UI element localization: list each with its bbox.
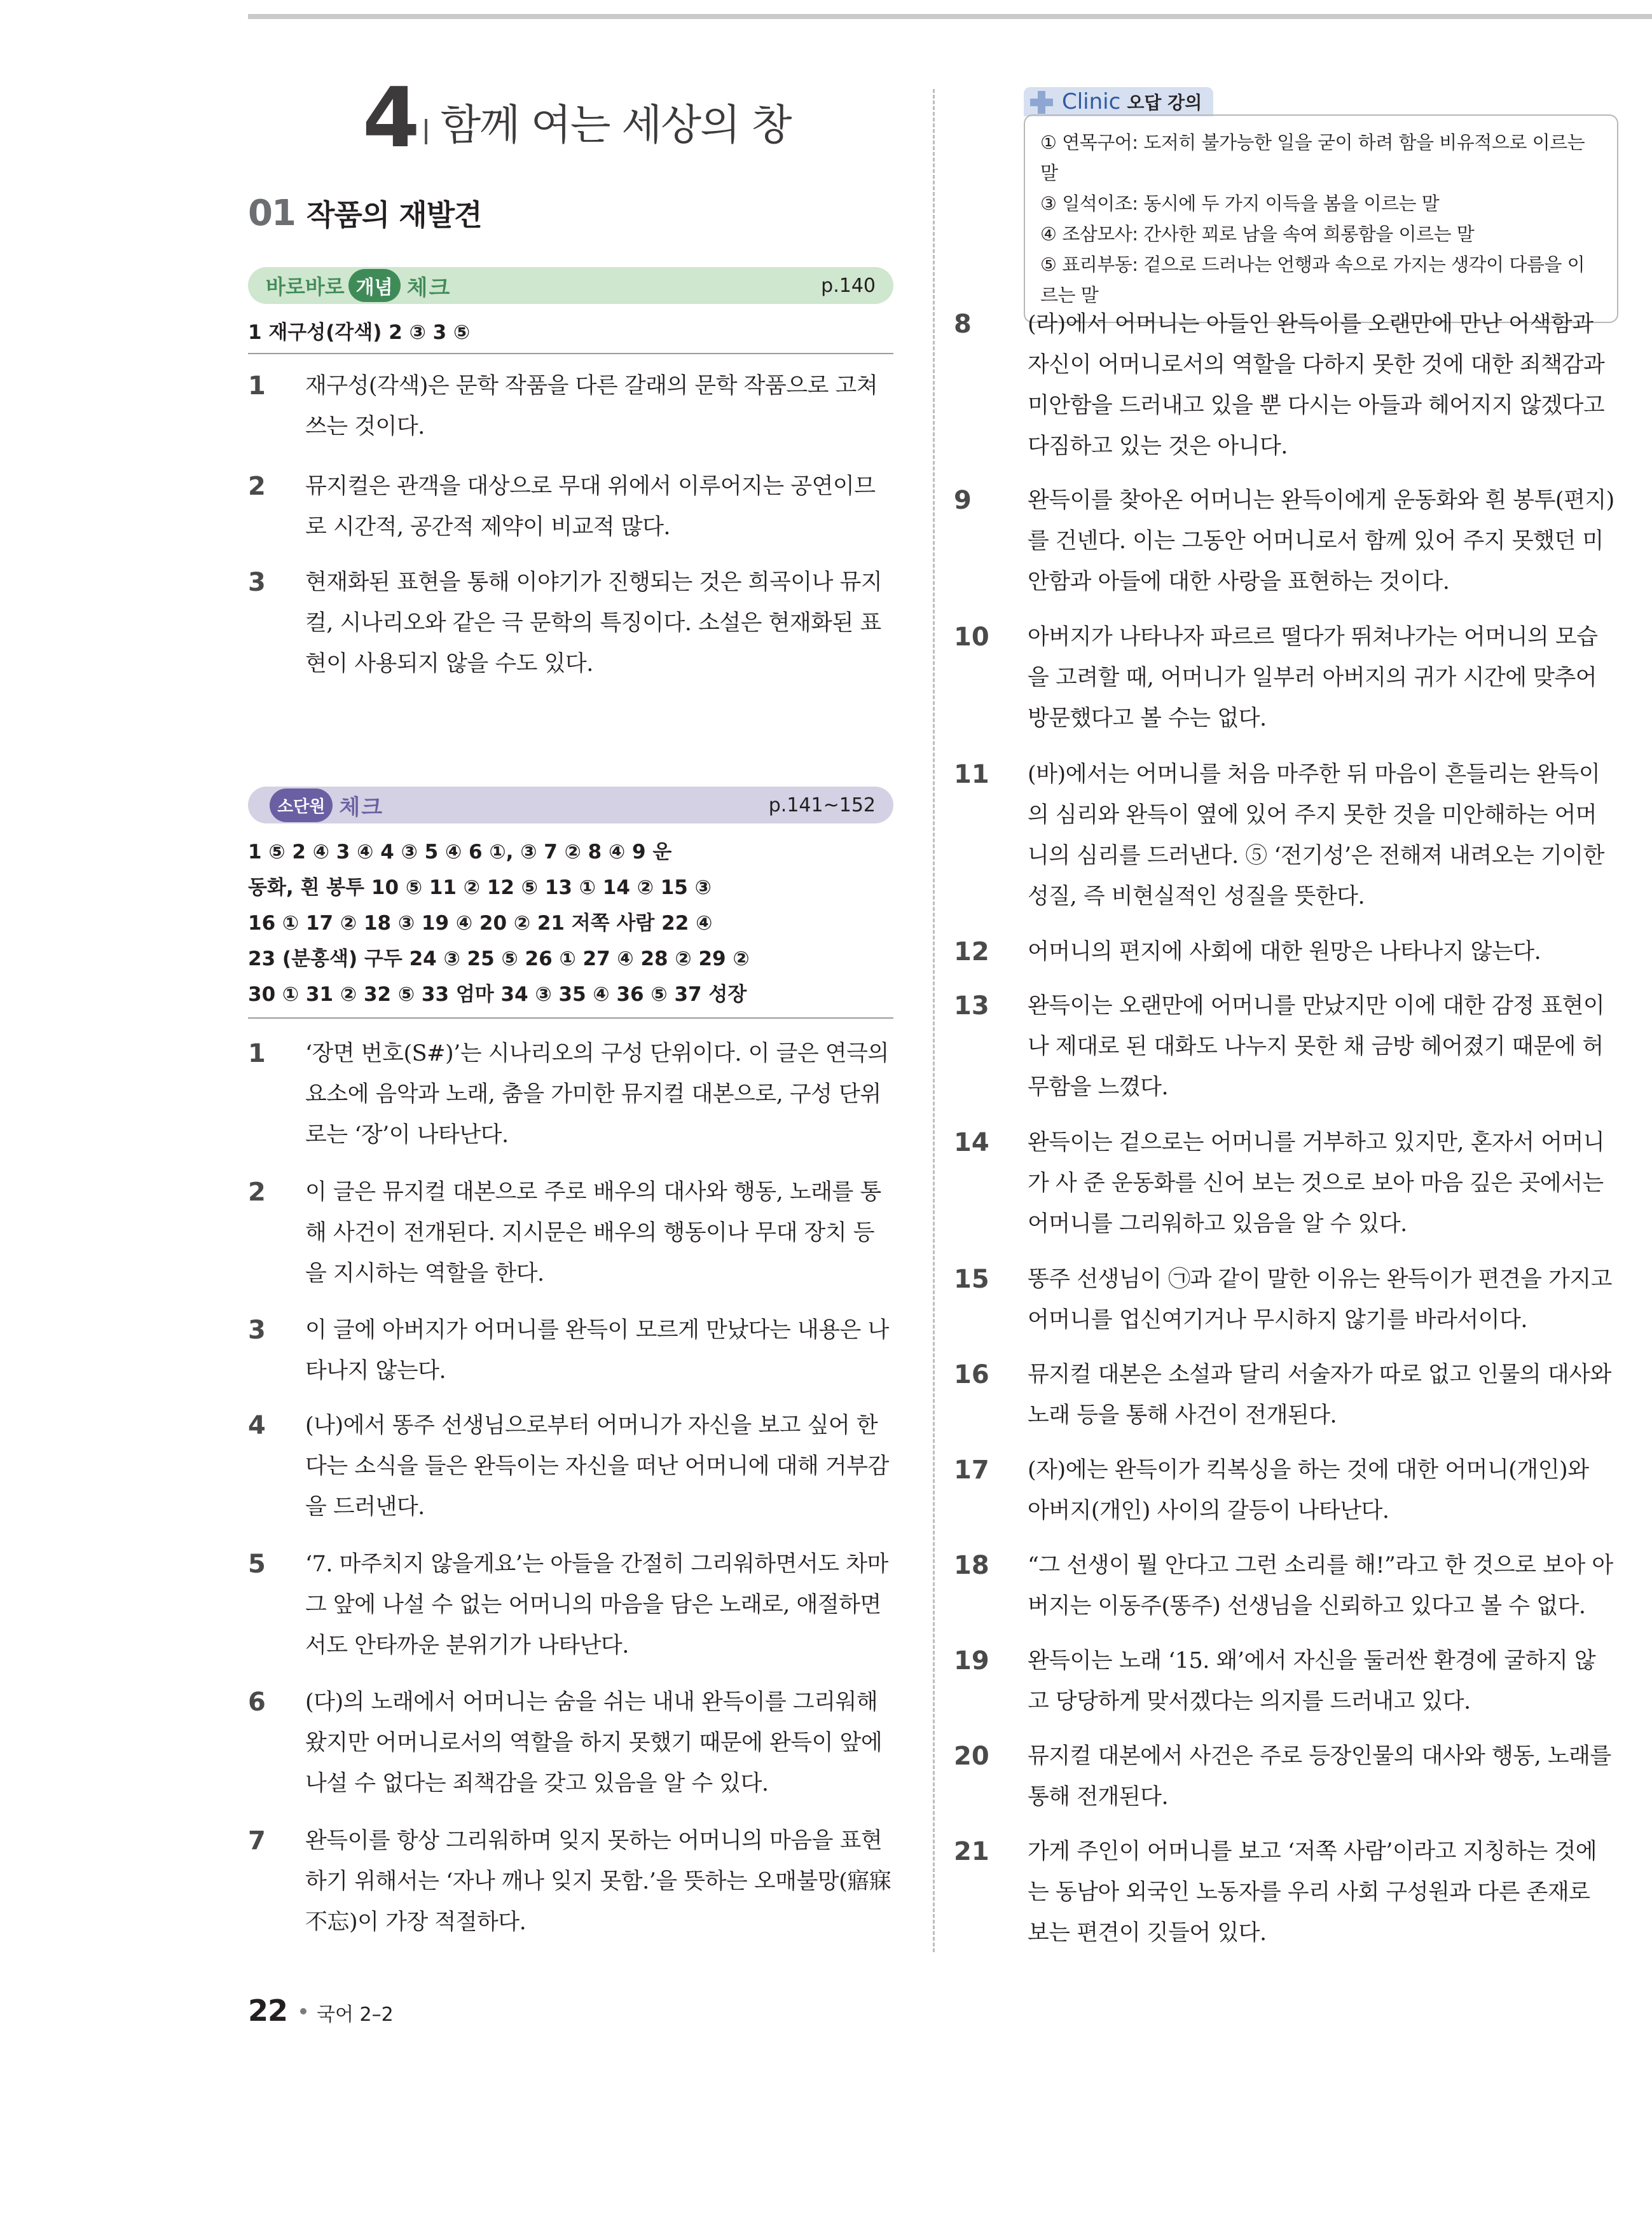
item-text: 아버지가 나타나자 파르르 떨다가 뛰쳐나가는 어머니의 모습을 고려할 때, 어머니가 일부러 아버지의 귀가 시간에 맞추어 방문했다고 볼 수는 없다. (1028, 624, 1598, 731)
item-text: 완득이는 오랜만에 어머니를 만났지만 이에 대한 감정 표현이나 제대로 된 대화도 나누지 못한 채 금방 헤어졌기 때문에 허무함을 느꼈다. (1028, 993, 1605, 1100)
concept-pill: 개념 (348, 269, 401, 302)
book-title: 국어 2–2 (317, 2004, 394, 2026)
answers-rule (248, 353, 893, 354)
item-number: 14 (954, 1128, 989, 1157)
unit-item (954, 304, 1615, 467)
item-text: (자)에는 완득이가 킥복싱을 하는 것에 대한 어머니(개인)와 아버지(개인) 사이의 갈등이 나타난다. (1028, 1457, 1589, 1524)
section-number: 01 (248, 193, 295, 234)
item-number: 3 (248, 568, 266, 597)
item-text: “그 선생이 뭘 안다고 그런 소리를 해!”라고 한 것으로 보아 아버지는 이동주(똥주) 선생님을 신뢰하고 있다고 볼 수 없다. (1028, 1553, 1613, 1619)
unit-item (954, 1354, 1615, 1436)
item-text: 이 글은 뮤지컬 대본으로 주로 배우의 대사와 행동, 노래를 통해 사건이 전개된다. 지시문은 배우의 행동이나 무대 장치 등을 지시하는 역할을 한다. (305, 1180, 881, 1286)
unit-item (248, 1544, 893, 1666)
clinic-box (1024, 114, 1618, 323)
unit-item (954, 1450, 1615, 1531)
concept-item (248, 466, 893, 547)
item-number: 10 (954, 623, 989, 652)
item-number: 20 (954, 1742, 989, 1771)
item-number: 9 (954, 486, 972, 515)
unit-item (954, 1259, 1615, 1340)
unit-item (248, 1820, 893, 1943)
item-text: 똥주 선생님이 ㉠과 같이 말한 이유는 완득이가 편견을 가지고 어머니를 업신여기거나 무시하지 않기를 바라서이다. (1028, 1267, 1612, 1333)
item-text: 이 글에 아버지가 어머니를 완득이 모르게 만났다는 내용은 나타나지 않는다. (305, 1318, 889, 1384)
item-number: 5 (248, 1550, 266, 1579)
clinic-label: Clinic (1062, 89, 1121, 114)
clinic-line: ③ 일석이조: 동시에 두 가지 이득을 봄을 이르는 말 (1040, 193, 1440, 214)
item-number: 3 (248, 1316, 266, 1345)
section-title: 작품의 재발견 (306, 198, 482, 232)
item-number: 1 (248, 1039, 266, 1068)
item-text: (나)에서 똥주 선생님으로부터 어머니가 자신을 보고 싶어 한다는 소식을 들은 완득이는 자신을 떠난 어머니에 대해 거부감을 드러낸다. (305, 1413, 889, 1520)
chapter-title: 함께 여는 세상의 창 (440, 100, 791, 149)
unit-item (954, 986, 1615, 1108)
clinic-line: ① 연목구어: 도저히 불가능한 일을 굳이 하려 함을 비유적으로 이르는 말 (1040, 132, 1585, 184)
item-number: 12 (954, 937, 989, 967)
concept-check-label: 바로바로 (266, 275, 345, 299)
item-text: (다)의 노래에서 어머니는 숨을 쉬는 내내 완득이를 그리워해 왔지만 어머니로서의 역할을 하지 못했기 때문에 완득이 앞에 나설 수 없다는 죄책감을 갖고 있음을 알 수 있다. (305, 1690, 883, 1796)
unit-item (954, 1831, 1615, 1953)
item-text: 현재화된 표현을 통해 이야기가 진행되는 것은 희곡이나 뮤지컬, 시나리오와 같은 극 문학의 특징이다. 소설은 현재화된 표현이 사용되지 않을 수도 있다. (305, 570, 883, 677)
item-number: 18 (954, 1551, 989, 1580)
unit-item (248, 1405, 893, 1527)
item-text: 뮤지컬 대본은 소설과 달리 서술자가 따로 없고 인물의 대사와 노래 등을 통해 사건이 전개된다. (1028, 1362, 1611, 1428)
item-text: (바)에서는 어머니를 처음 마주한 뒤 마음이 흔들리는 완득이의 심리와 완득이 옆에 있어 주지 못한 것을 미안해하는 어머니의 심리를 드러낸다. ⑤ ‘전기성’은 전해져 내려오는 기이한 성질, 즉 비현실적인 성질을 뜻한다. (1028, 762, 1604, 909)
column-divider (933, 89, 935, 1952)
answer-row: 16 ① 17 ② 18 ③ 19 ④ 20 ② 21 저쪽 사람 22 ④ (248, 912, 713, 935)
concept-item (248, 562, 893, 684)
item-number: 1 (248, 371, 266, 401)
item-text: ‘장면 번호(S#)’는 시나리오의 구성 단위이다. 이 글은 연극의 요소에 음악과 노래, 춤을 가미한 뮤지컬 대본으로, 구성 단위로는 ‘장’이 나타난다. (305, 1041, 889, 1148)
unit-item (248, 1033, 893, 1155)
unit-item (954, 480, 1615, 602)
concept-check-page: p.140 (821, 274, 876, 297)
section-heading (248, 192, 482, 234)
page-footer (248, 1993, 394, 2028)
item-text: 완득이를 찾아온 어머니는 완득이에게 운동화와 흰 봉투(편지)를 건넨다. 이는 그동안 어머니로서 함께 있어 주지 못했던 미안함과 아들에 대한 사랑을 표현하는 것이다. (1028, 488, 1614, 595)
clinic-tab (1024, 87, 1213, 116)
concept-item (248, 366, 893, 447)
chapter-divider (425, 119, 427, 144)
item-number: 8 (954, 310, 972, 339)
item-number: 11 (954, 760, 989, 789)
item-text: 재구성(각색)은 문학 작품을 다른 갈래의 문학 작품으로 고쳐 쓰는 것이다. (305, 373, 878, 439)
item-text: 완득이를 항상 그리워하며 잊지 못하는 어머니의 마음을 표현하기 위해서는 ‘자나 깨나 잊지 못함.’을 뜻하는 오매불망(寤寐不忘)이 가장 적절하다. (305, 1828, 891, 1935)
answer-row: 23 (분홍색) 구두 24 ③ 25 ⑤ 26 ① 27 ④ 28 ② 29 ② (248, 947, 750, 970)
unit-item (954, 754, 1615, 917)
clinic-line: ⑤ 표리부동: 겉으로 드러나는 언행과 속으로 가지는 생각이 다름을 이르는 말 (1040, 254, 1585, 306)
answer-row: 30 ① 31 ② 32 ⑤ 33 엄마 34 ③ 35 ④ 36 ⑤ 37 성장 (248, 983, 747, 1006)
unit-item (248, 1682, 893, 1804)
unit-item (954, 1545, 1615, 1627)
top-rule (248, 14, 1652, 19)
page-number: 22 (248, 1993, 288, 2028)
plus-icon (1030, 91, 1053, 114)
concept-check-answers: 1 재구성(각색) 2 ③ 3 ⑤ (248, 321, 471, 344)
item-number: 13 (954, 991, 989, 1021)
item-number: 2 (248, 472, 266, 501)
item-text: 어머니의 편지에 사회에 대한 원망은 나타나지 않는다. (1028, 939, 1541, 965)
item-text: 가게 주인이 어머니를 보고 ‘저쪽 사람’이라고 지칭하는 것에는 동남아 외국인 노동자를 우리 사회 구성원과 다른 존재로 보는 편견이 깃들어 있다. (1028, 1839, 1597, 1946)
clinic-line: ④ 조삼모사: 간사한 꾀로 남을 속여 희롱함을 이르는 말 (1040, 223, 1475, 245)
answers-rule (248, 1017, 893, 1019)
clinic-sublabel: 오답 강의 (1127, 92, 1202, 113)
item-number: 21 (954, 1837, 989, 1866)
item-text: ‘7. 마주치지 않을게요’는 아들을 간절히 그리워하면서도 차마 그 앞에 나설 수 없는 어머니의 마음을 담은 노래로, 애절하면서도 안타까운 분위기가 나타난다. (305, 1552, 888, 1658)
unit-item (248, 1310, 893, 1391)
unit-item (954, 1122, 1615, 1244)
item-number: 4 (248, 1411, 266, 1440)
chapter-number: 4 (362, 69, 416, 166)
item-text: 뮤지컬 대본에서 사건은 주로 등장인물의 대사와 행동, 노래를 통해 전개된다. (1028, 1744, 1611, 1810)
item-number: 19 (954, 1646, 989, 1676)
item-text: 완득이는 겉으로는 어머니를 거부하고 있지만, 혼자서 어머니가 사 준 운동화를 신어 보는 것으로 보아 마음 깊은 곳에서는 어머니를 그리워하고 있음을 알 수 있다. (1028, 1130, 1605, 1237)
unit-item (954, 932, 1615, 972)
item-number: 17 (954, 1456, 989, 1485)
unit-pill: 소단원 (270, 788, 333, 822)
unit-check-word: 체크 (339, 794, 384, 820)
item-number: 6 (248, 1688, 266, 1717)
unit-check-banner (248, 787, 893, 823)
chapter-heading (362, 69, 871, 166)
unit-item (954, 617, 1615, 739)
item-text: (라)에서 어머니는 아들인 완득이를 오랜만에 만난 어색함과 자신이 어머니로서의 역할을 다하지 못한 것에 대한 죄책감과 미안함을 드러내고 있을 뿐 다시는 아들과 헤어지지 않겠다고 다짐하고 있는 것은 아니다. (1028, 312, 1605, 459)
answer-row: 동화, 흰 봉투 10 ⑤ 11 ② 12 ⑤ 13 ① 14 ② 15 ③ (248, 876, 712, 899)
unit-item (954, 1736, 1615, 1817)
bullet-icon (300, 2008, 306, 2014)
concept-check-word: 체크 (406, 275, 451, 301)
item-number: 16 (954, 1360, 989, 1389)
concept-check-banner (248, 267, 893, 304)
item-number: 7 (248, 1826, 266, 1855)
answer-row: 1 ⑤ 2 ④ 3 ④ 4 ③ 5 ④ 6 ①, ③ 7 ② 8 ④ 9 운 (248, 841, 672, 864)
unit-check-page: p.141~152 (768, 794, 876, 816)
unit-item (248, 1172, 893, 1294)
item-text: 완득이는 노래 ‘15. 왜’에서 자신을 둘러싼 환경에 굴하지 않고 당당하게 맞서겠다는 의지를 드러내고 있다. (1028, 1648, 1596, 1714)
item-number: 2 (248, 1178, 266, 1207)
item-number: 15 (954, 1265, 989, 1294)
unit-item (954, 1641, 1615, 1722)
item-text: 뮤지컬은 관객을 대상으로 무대 위에서 이루어지는 공연이므로 시간적, 공간적 제약이 비교적 많다. (305, 474, 876, 540)
